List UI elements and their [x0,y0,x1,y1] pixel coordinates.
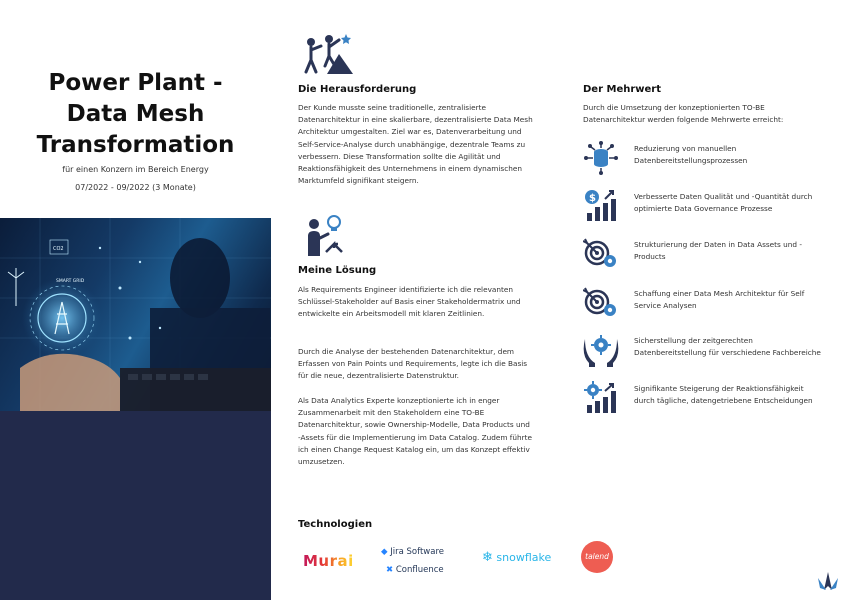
title-line-1: Power Plant - [48,70,223,96]
title-line-2: Data Mesh [66,101,205,127]
jira-label: Jira Software [390,547,444,557]
hero-illustration [0,218,271,411]
jira-logo [381,547,444,557]
solution-heading: Meine Lösung [298,265,377,276]
solution-paragraph-3: Als Data Analytics Experte konzeptionierte ich in enger Zusammenarbeit mit den Stakeholdern eine TO-BE Datenarchitektur, sowie Ownership-Modelle, Data Products und -Assets für die Implementierung im Data Catalog. Zudem führte ich einen Change Request Katalog ein, um das Konzept effektiv umzusetzen. [298,396,532,467]
benefit-text-5: Sicherstellung der zeitgerechten Datenbereitstellung für verschiedene Fachbereiche [634,336,821,358]
dollar-growth-chart-icon [583,189,619,223]
gear-bar-chart-icon [583,381,619,415]
benefit-item-6 [583,381,823,415]
database-network-icon [583,141,619,175]
climbing-team-icon [301,32,355,76]
benefit-text-1: Reduzierung von manuellen Datenbereitstellungsprozessen [634,144,748,166]
page-title [0,68,271,161]
benefit-item-2 [583,189,823,223]
svg-text:$: $ [589,193,596,204]
benefit-item-3 [583,237,823,271]
solution-paragraph-1: Als Requirements Engineer identifizierte ich die relevanten Schlüssel-Stakeholder auf Basis einer Stakeholdermatrix und entwickelte ein Arbeitsmodell mit klaren Zeitlinien. [298,285,521,319]
idea-growth-icon [304,212,348,256]
value-intro: Durch die Umsetzung der konzeptionierten TO-BE Datenarchitektur werden folgende Mehrwerte erreicht: [583,103,784,125]
subtitle: für einen Konzern im Bereich Energy [62,165,209,174]
snowflake-logo [482,550,551,565]
navy-block [0,411,271,600]
company-logo-icon [816,570,840,592]
benefit-text-6: Signifikante Steigerung der Reaktionsfähigkeit durch tägliche, datengetriebene Entscheidungen [634,384,813,406]
snowflake-icon: ❄ [482,550,493,565]
talend-logo: talend [581,541,613,573]
snowflake-label: snowflake [496,551,552,564]
left-column [0,0,271,600]
benefit-item-1 [583,141,823,175]
jira-diamond-icon: ◆ [381,547,388,557]
benefit-item-4 [583,286,823,320]
challenge-heading: Die Herausforderung [298,84,417,95]
target-gear-icon [583,237,619,271]
solution-paragraph-2: Durch die Analyse der bestehenden Datenarchitektur, dem Erfassen von Pain Points und Requirements, legte ich die Basis für die neue, dezentralisierte Datenstruktur. [298,347,528,381]
hero-smart-grid-label: SMART GRID [56,279,85,284]
confluence-x-icon: ✖ [386,565,394,575]
challenge-text: Der Kunde musste seine traditionelle, zentralisierte Datenarchitektur in eine skalierbare, dezentralisierte Data Mesh Architektur umgestalten. Ziel war es, Datenverarbeitung und Self-Service-Analyse durch unabhängige, dezentrale Teams zu verbessern. Diese Transformation sollte die Agilität und Reaktionsfähigkeit des Unternehmens in einem dynamischen Marktumfeld signifikant steigern. [298,103,533,186]
benefit-item-5 [583,333,823,367]
title-line-3: Transformation [36,132,235,158]
hands-gear-icon [583,333,619,367]
confluence-logo [386,565,444,575]
hero-image [0,218,271,411]
murai-logo: Murai [303,552,354,570]
benefit-text-4: Schaffung einer Data Mesh Architektur für Self Service Analysen [634,289,805,311]
project-period: 07/2022 - 09/2022 (3 Monate) [75,183,196,192]
benefit-text-3: Strukturierung der Daten in Data Assets und -Products [634,240,802,262]
technologies-heading: Technologien [298,519,373,530]
confluence-label: Confluence [395,565,444,575]
target-gear-icon [583,286,619,320]
hero-co2-label: CO2 [53,246,64,252]
benefit-text-2: Verbesserte Daten Qualität und -Quantität durch optimierte Data Governance Prozesse [634,192,813,214]
value-heading: Der Mehrwert [583,84,662,95]
